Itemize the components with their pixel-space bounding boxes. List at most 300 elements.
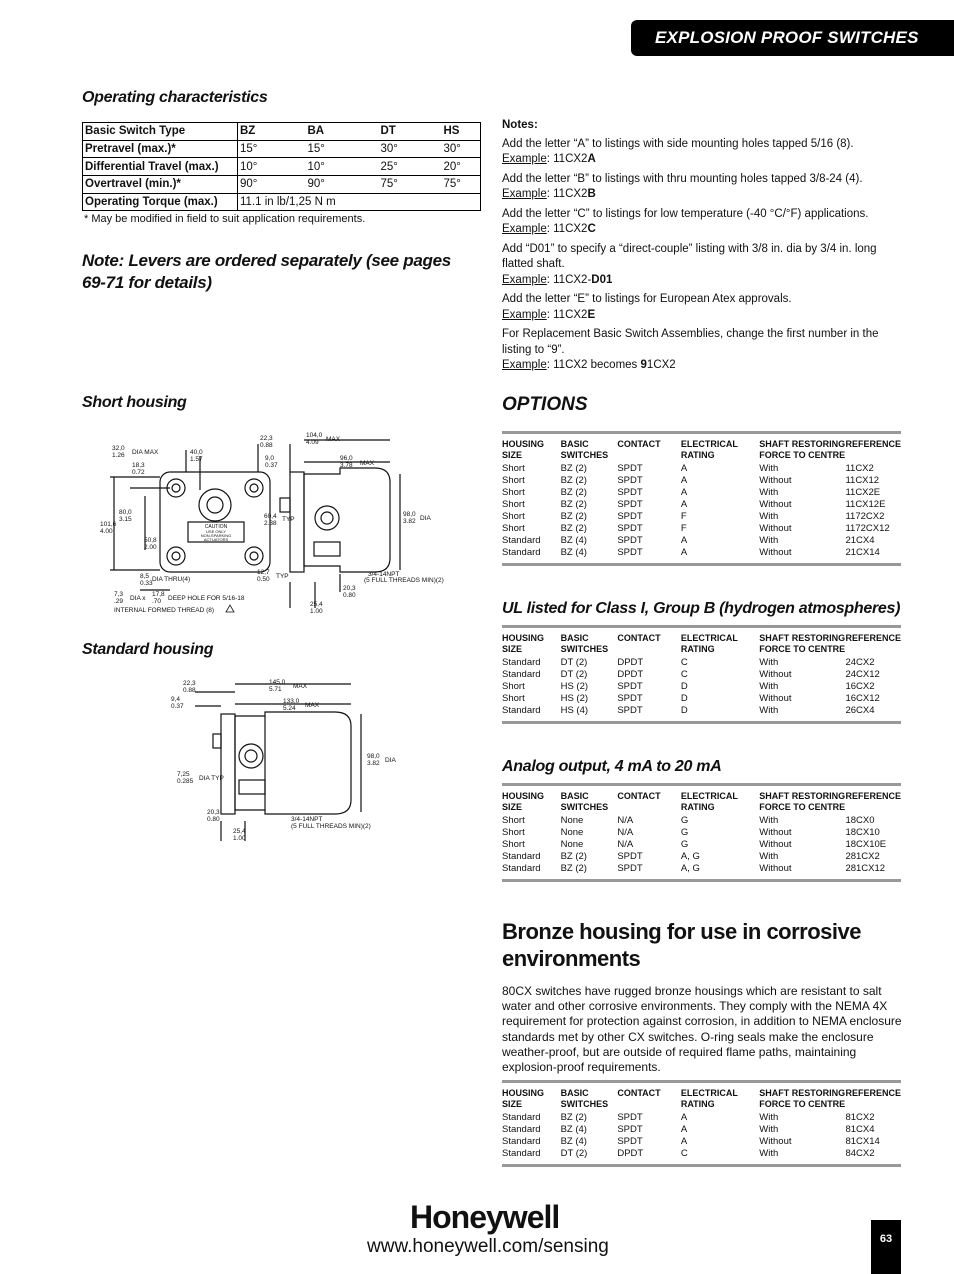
table-cell: BZ (2): [560, 1112, 587, 1123]
shaft-boss-shape: [199, 489, 231, 521]
table-cell: Standard: [502, 1148, 541, 1159]
table-cell: Standard: [502, 547, 541, 558]
table-cell: HS: [442, 123, 481, 141]
short-housing-drawing: [100, 430, 470, 620]
mount-hole-shape: [172, 552, 180, 560]
table-cell: 18CX10: [845, 827, 880, 838]
column-header: REFERENCE: [845, 439, 901, 449]
note-text: Add the letter “E” to listings for European Atex approvals.: [502, 293, 792, 305]
conduit-port-shape: [239, 744, 263, 768]
column-header: SHAFT RESTORING FORCE TO CENTRE: [759, 1088, 846, 1109]
table-cell: 11CX2: [845, 463, 874, 474]
note-text: Add the letter “C” to listings for low temperature (-40 °C/°F) applications.: [502, 207, 869, 220]
options-heading: OPTIONS: [502, 394, 588, 415]
conduit-boss-shape: [314, 542, 340, 556]
column-header: HOUSING SIZE: [502, 633, 545, 654]
table-row: [502, 487, 901, 499]
dim-label: 60,4: [264, 513, 277, 520]
table-cell: Short: [502, 815, 525, 826]
table-cell: Short: [502, 475, 525, 486]
table-cell: 30°: [379, 140, 442, 158]
dim-label: 7,3: [114, 591, 124, 598]
dim-label: 50,8: [144, 537, 157, 544]
table-cell: Standard: [502, 1112, 541, 1123]
table-cell: 75°: [442, 176, 481, 194]
dim-label: 5.71: [269, 686, 282, 693]
column-header: ELECTRICAL RATING: [680, 791, 738, 812]
dim-label: 7,25: [177, 771, 190, 778]
example-value: : 11CX2: [546, 223, 588, 235]
table-cell: None: [560, 827, 584, 838]
table-cell: BZ (4): [560, 535, 587, 546]
dim-label: 3.15: [119, 516, 132, 523]
table-cell: With: [759, 681, 779, 692]
dim-label: 8,5: [140, 573, 150, 580]
operating-table: [82, 122, 481, 211]
section-banner: EXPLOSION PROOF SWITCHES: [631, 20, 954, 56]
dim-label: 0.80: [343, 592, 356, 599]
table-cell: A: [680, 475, 688, 486]
table-cell: Overtravel (min.)*: [83, 176, 238, 194]
example-value: : 11CX2: [546, 188, 588, 200]
mount-hole-shape: [250, 552, 258, 560]
table-cell: Standard: [502, 669, 541, 680]
analog-table: [502, 783, 901, 882]
table-cell: C: [680, 669, 688, 680]
table-cell: Differential Travel (max.): [83, 158, 238, 176]
table-cell: SPDT: [617, 463, 643, 474]
column-header: CONTACT: [617, 439, 661, 449]
table-cell: 25°: [379, 158, 442, 176]
shaft-shape: [213, 734, 221, 748]
table-cell: 24CX2: [845, 657, 875, 668]
column-header: HOUSING SIZE: [502, 791, 545, 812]
mount-hole-shape: [250, 484, 258, 492]
table-row: [502, 863, 901, 881]
table-cell: Without: [759, 827, 792, 838]
column-header: BASIC SWITCHES: [560, 1088, 609, 1109]
example-label: Example: [502, 223, 547, 235]
table-cell: A: [680, 487, 688, 498]
column-header: REFERENCE: [845, 633, 901, 643]
table-cell: With: [759, 657, 779, 668]
table-cell: SPDT: [617, 499, 643, 510]
table-cell: DPDT: [617, 1148, 644, 1159]
example-value: : 11CX2: [546, 153, 588, 165]
example-suffix: 9: [640, 359, 647, 371]
table-cell: G: [680, 815, 689, 826]
table-cell: 84CX2: [845, 1148, 875, 1159]
dim-label: 1.57: [190, 456, 203, 463]
table-cell: C: [680, 657, 688, 668]
table-cell: Without: [759, 839, 792, 850]
example-suffix: B: [587, 188, 596, 200]
table-row: [502, 669, 901, 681]
dim-label: 133,0: [283, 698, 300, 705]
column-header: BASIC SWITCHES: [560, 633, 609, 654]
table-cell: A, G: [680, 863, 700, 874]
bronze-body: 80CX switches have rugged bronze housings which are resistant to salt water and other corrosive environments. They comply with the NEMA 4X requirement for protection against corrosion, in addition to NEMA enclosure standards met by other CX switches. O-ring seals make the enclosure weather-proof, but are outside of required flame paths, maintaining explosion-proof requirements.: [502, 984, 902, 1075]
note-text: For Replacement Basic Switch Assemblies, change the first number in the listing to “9”.: [502, 328, 879, 356]
table-cell: BZ (2): [560, 487, 587, 498]
example-suffix: D01: [591, 273, 613, 286]
table-row: [502, 1124, 901, 1136]
column-header: SHAFT RESTORING FORCE TO CENTRE: [759, 439, 846, 460]
dim-label: DEEP HOLE FOR 5/16-18: [168, 595, 245, 602]
dim-label: 145,0: [269, 679, 286, 686]
table-cell: With: [759, 1148, 779, 1159]
note-text: Add “D01” to specify a “direct-couple” listing with 3/8 in. dia by 3/4 in. long flatted shaft.: [502, 242, 877, 270]
bronze-table: [502, 1080, 901, 1167]
column-header: BASIC SWITCHES: [560, 439, 609, 460]
table-cell: BZ (2): [560, 499, 587, 510]
table-row: [502, 1136, 901, 1148]
table-cell: A: [680, 463, 688, 474]
table-cell: Standard: [502, 863, 541, 874]
table-row: [502, 1112, 901, 1124]
table-cell: BZ (4): [560, 1124, 587, 1135]
dim-label: 1.26: [112, 452, 125, 459]
dim-label: 3/4-14NPT: [368, 571, 400, 578]
table-cell: 24CX12: [845, 669, 880, 680]
dim-label: .29: [114, 598, 124, 605]
table-cell: SPDT: [617, 851, 643, 862]
operating-footnote: * May be modified in field to suit application requirements.: [84, 213, 366, 225]
table-row: [502, 547, 901, 565]
dim-label: 20,3: [343, 585, 356, 592]
table-cell: 11CX12: [845, 475, 880, 486]
table-cell: Without: [759, 863, 792, 874]
table-cell: Standard: [502, 851, 541, 862]
table-header-row: [502, 627, 901, 658]
dim-label: 12,7: [257, 569, 270, 576]
table-cell: Short: [502, 693, 525, 704]
dim-label: 0.80: [207, 816, 220, 823]
dim-label: 22,3: [183, 680, 196, 687]
table-cell: BZ (2): [560, 511, 587, 522]
column-header: ELECTRICAL RATING: [680, 439, 738, 460]
example-value: : 11CX2 becomes: [546, 359, 641, 371]
table-cell: 21CX14: [845, 547, 880, 558]
table-header-row: [502, 1082, 901, 1113]
lever-note: Note: Levers are ordered separately (see pages 69-71 for details): [82, 251, 451, 292]
table-cell: BZ (4): [560, 1136, 587, 1147]
column-header: ELECTRICAL RATING: [680, 1088, 738, 1109]
options-table: [502, 431, 901, 566]
mount-hole-shape: [245, 479, 263, 497]
table-cell: 75°: [379, 176, 442, 194]
table-cell: DPDT: [617, 669, 644, 680]
table-cell: F: [680, 511, 687, 522]
table-cell: SPDT: [617, 681, 643, 692]
example-suffix: C: [587, 223, 596, 235]
dim-label: 0.285: [177, 778, 194, 785]
example-value: : 11CX2-: [546, 273, 592, 286]
standard-housing-drawing: [165, 676, 405, 846]
table-cell: Short: [502, 499, 525, 510]
shaft-boss-shape: [207, 497, 223, 513]
table-row: [502, 851, 901, 863]
table-row: [502, 657, 901, 669]
table-row: [83, 176, 481, 194]
table-cell: Standard: [502, 1136, 541, 1147]
website-link[interactable]: www.honeywell.com/sensing: [367, 1236, 609, 1257]
table-cell: SPDT: [617, 547, 643, 558]
dim-label: 4.09: [306, 439, 319, 446]
dim-label: .70: [152, 598, 162, 605]
column-header: SHAFT RESTORING FORCE TO CENTRE: [759, 633, 846, 654]
table-cell: Without: [759, 499, 792, 510]
operating-heading: Operating characteristics: [82, 89, 268, 106]
ul-heading: UL listed for Class I, Group B (hydrogen atmospheres): [502, 600, 901, 617]
table-cell: N/A: [617, 815, 634, 826]
dim-label: MAX: [305, 702, 320, 709]
honeywell-logo: Honeywell: [410, 1199, 560, 1235]
table-cell: BZ (2): [560, 863, 587, 874]
table-cell: Standard: [502, 1124, 541, 1135]
table-cell: 11.1 in lb/1,25 N m: [238, 193, 481, 211]
table-cell: 30°: [442, 140, 481, 158]
dim-label: TYP: [282, 516, 295, 523]
table-cell: None: [560, 839, 584, 850]
table-row: [502, 827, 901, 839]
table-cell: Pretravel (max.)*: [83, 140, 238, 158]
table-row: [83, 158, 481, 176]
table-row: [502, 693, 901, 705]
dim-label: 25,4: [310, 601, 323, 608]
table-cell: SPDT: [617, 705, 643, 716]
dim-label: 18,3: [132, 462, 145, 469]
table-cell: SPDT: [617, 511, 643, 522]
dim-label: 0.50: [257, 576, 270, 583]
example-value: : 11CX2: [546, 308, 588, 321]
dim-label: 0.37: [265, 462, 278, 469]
table-cell: A: [680, 1112, 688, 1123]
table-row: [502, 511, 901, 523]
table-cell: 1172CX12: [845, 523, 890, 534]
standard-housing-heading: Standard housing: [82, 641, 214, 658]
dim-label: 3.82: [367, 760, 380, 767]
table-cell: 81CX4: [845, 1124, 875, 1135]
conduit-port-shape: [321, 512, 333, 524]
column-header: CONTACT: [617, 1088, 661, 1098]
table-cell: SPDT: [617, 693, 643, 704]
ul-table: [502, 625, 901, 724]
caution-label: USE ONLY: [206, 529, 226, 534]
example-label: Example: [502, 273, 547, 286]
table-cell: With: [759, 511, 779, 522]
mount-hole-shape: [172, 484, 180, 492]
conduit-boss-shape: [239, 780, 265, 794]
dim-label: 104,0: [306, 432, 323, 439]
table-cell: With: [759, 1124, 779, 1135]
dim-label: 17,8: [152, 591, 165, 598]
column-header: CONTACT: [617, 633, 661, 643]
table-cell: 18CX10E: [845, 839, 887, 850]
dim-label: 2.38: [264, 520, 277, 527]
table-cell: Without: [759, 523, 792, 534]
dim-label: 0.88: [260, 442, 273, 449]
table-cell: A: [680, 535, 688, 546]
dim-label: 22,3: [260, 435, 273, 442]
notes-list: [502, 137, 902, 374]
dim-label: 3.82: [403, 518, 416, 525]
table-cell: With: [759, 815, 779, 826]
table-cell: Short: [502, 839, 525, 850]
column-header: REFERENCE: [845, 791, 901, 801]
dim-label: 9,0: [265, 455, 275, 462]
table-cell: Without: [759, 475, 792, 486]
table-cell: HS (4): [560, 705, 589, 716]
dim-label: 5.24: [283, 705, 296, 712]
table-cell: A: [680, 1124, 688, 1135]
dim-label: 3.78: [340, 462, 353, 469]
table-cell: None: [560, 815, 584, 826]
note-item: [502, 292, 902, 323]
dim-label: DIA MAX: [132, 449, 159, 456]
dim-label: 40,0: [190, 449, 203, 456]
table-row: [502, 499, 901, 511]
note-text: Add the letter “A” to listings with side mounting holes tapped 5/16 (8).: [502, 137, 854, 150]
table-cell: Short: [502, 463, 525, 474]
column-header: BASIC SWITCHES: [560, 791, 609, 812]
table-cell: BZ (4): [560, 547, 587, 558]
table-cell: Standard: [502, 535, 541, 546]
example-label: Example: [502, 153, 547, 165]
table-cell: A: [680, 499, 688, 510]
table-cell: 1172CX2: [845, 511, 885, 522]
table-cell: 11CX12E: [845, 499, 886, 510]
table-cell: Without: [759, 669, 792, 680]
dim-label: 9,4: [171, 696, 181, 703]
column-header: REFERENCE: [845, 1088, 901, 1098]
table-cell: BZ (2): [560, 523, 587, 534]
example-suffix: E: [587, 308, 596, 321]
table-cell: N/A: [617, 839, 634, 850]
note-item: [502, 172, 902, 203]
caution-label: ACTUATORS: [203, 537, 229, 542]
table-cell: SPDT: [617, 535, 643, 546]
table-cell: 20°: [442, 158, 481, 176]
table-cell: F: [680, 523, 687, 534]
mount-hole-shape: [167, 547, 185, 565]
table-row: [83, 193, 481, 211]
table-cell: 16CX2: [845, 681, 875, 692]
table-cell: Basic Switch Type: [83, 123, 238, 141]
caution-label: NON-SPARKING: [200, 533, 232, 538]
column-header: HOUSING SIZE: [502, 1088, 545, 1109]
dim-label: 2.00: [144, 544, 157, 551]
table-cell: DT: [379, 123, 442, 141]
table-header-row: [502, 785, 901, 816]
table-cell: Without: [759, 1136, 792, 1147]
shaft-shape: [280, 498, 290, 512]
dim-label: 98,0: [403, 511, 416, 518]
dim-label: MAX: [293, 683, 308, 690]
table-cell: N/A: [617, 827, 634, 838]
short-housing-heading: Short housing: [82, 394, 187, 411]
example-label: Example: [502, 308, 547, 321]
table-cell: 81CX2: [845, 1112, 875, 1123]
dim-label: (5 FULL THREADS MIN)(2): [364, 577, 444, 584]
notes-block: [502, 118, 902, 378]
bronze-heading: Bronze housing for use in corrosive environments: [502, 919, 862, 971]
dim-label: MAX: [326, 436, 341, 443]
table-cell: SPDT: [617, 1124, 643, 1135]
example-tail: 1CX2: [646, 359, 676, 371]
table-row: [502, 839, 901, 851]
table-cell: With: [759, 487, 779, 498]
table-cell: G: [680, 839, 689, 850]
dim-label: 25,4: [233, 828, 246, 835]
dim-label: TYP: [276, 573, 289, 580]
table-cell: A, G: [680, 851, 700, 862]
table-row: [502, 463, 901, 475]
table-cell: 21CX4: [845, 535, 875, 546]
mount-hole-shape: [245, 547, 263, 565]
table-cell: 11CX2E: [845, 487, 881, 498]
example-label: Example: [502, 188, 547, 200]
note-item: [502, 327, 902, 374]
note-text: Add the letter “B” to listings with thru mounting holes tapped 3/8-24 (4).: [502, 172, 863, 185]
table-cell: DT (2): [560, 1148, 588, 1159]
table-cell: DT (2): [560, 669, 588, 680]
note-item: [502, 242, 902, 289]
table-cell: 90°: [238, 176, 306, 194]
table-cell: 90°: [306, 176, 379, 194]
table-cell: With: [759, 851, 779, 862]
table-cell: D: [680, 681, 688, 692]
table-row: [502, 475, 901, 487]
conduit-port-shape: [245, 750, 257, 762]
table-cell: 18CX0: [845, 815, 875, 826]
table-cell: SPDT: [617, 1136, 643, 1147]
column-header: SHAFT RESTORING FORCE TO CENTRE: [759, 791, 846, 812]
dim-label: DIA: [385, 757, 396, 764]
table-cell: Short: [502, 523, 525, 534]
dim-label: 0.88: [183, 687, 196, 694]
table-cell: Short: [502, 487, 525, 498]
table-row: [83, 123, 481, 141]
table-cell: With: [759, 1112, 779, 1123]
table-cell: SPDT: [617, 863, 643, 874]
table-cell: Without: [759, 693, 792, 704]
side-flange-shape: [221, 714, 235, 814]
dim-label: 4.00: [100, 528, 113, 535]
analog-heading: Analog output, 4 mA to 20 mA: [502, 758, 722, 775]
table-cell: G: [680, 827, 689, 838]
table-cell: BZ (2): [560, 851, 587, 862]
dim-label: 98,0: [367, 753, 380, 760]
dim-label: DIA: [420, 515, 431, 522]
table-cell: 81CX14: [845, 1136, 880, 1147]
dim-label: INTERNAL FORMED THREAD (8): [114, 607, 215, 614]
table-cell: With: [759, 535, 779, 546]
table-cell: C: [680, 1148, 688, 1159]
table-cell: BA: [306, 123, 379, 141]
table-cell: HS (2): [560, 681, 589, 692]
table-cell: Short: [502, 511, 525, 522]
dim-label: 3/4-14NPT: [291, 816, 323, 823]
dim-label: DIA TYP: [199, 775, 224, 782]
table-cell: 281CX12: [845, 863, 886, 874]
table-cell: SPDT: [617, 1112, 643, 1123]
table-cell: 26CX4: [845, 705, 875, 716]
table-cell: BZ (2): [560, 475, 587, 486]
column-header: CONTACT: [617, 791, 661, 801]
table-row: [502, 681, 901, 693]
note-item: [502, 137, 902, 168]
